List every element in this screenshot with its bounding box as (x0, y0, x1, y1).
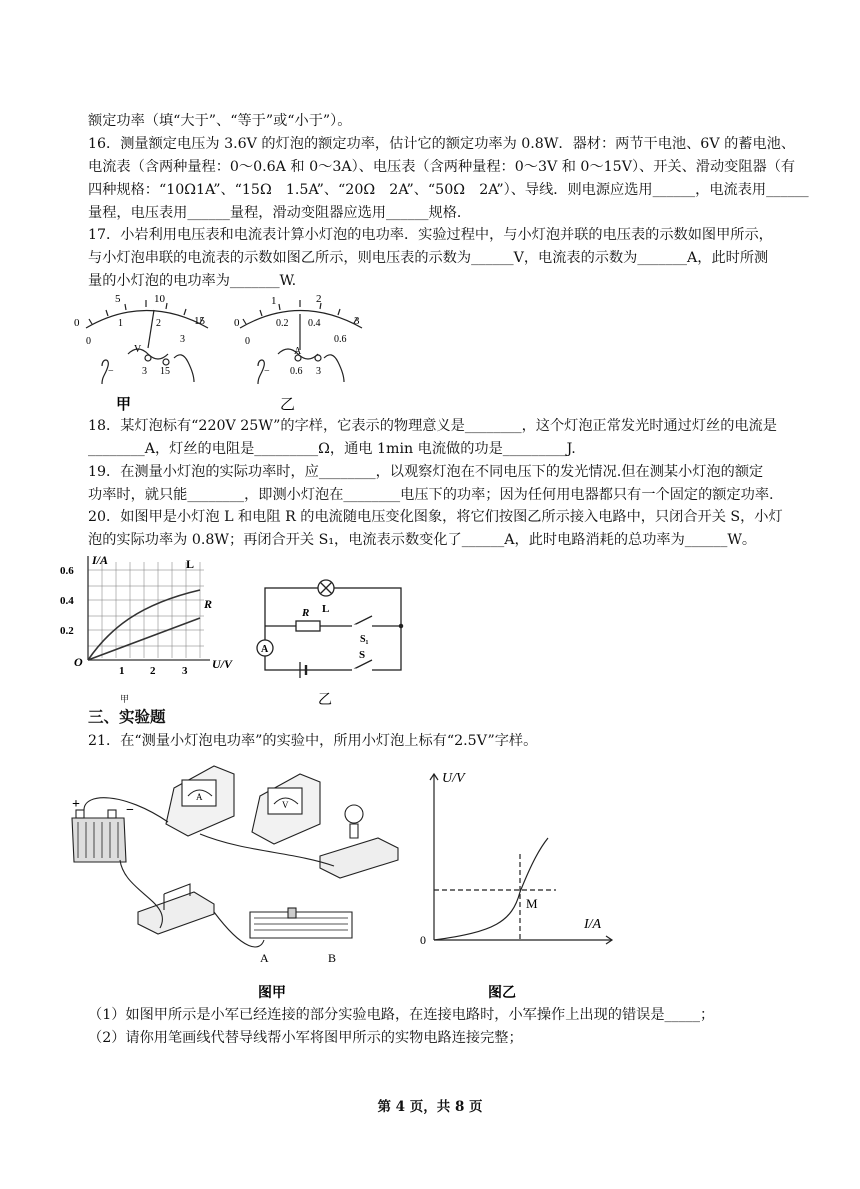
question-21-part-1: （1）如图甲所示是小军已经连接的部分实验电路，在连接电路时，小军操作上出现的错误是_____； (88, 1007, 715, 1023)
volt-top-tick-10: 10 (154, 293, 165, 305)
graph-xtick-1: 1 (119, 665, 125, 677)
graph-xtick-2: 2 (150, 665, 156, 677)
caption-figure-yi: 图乙 (488, 986, 516, 1001)
volt-bottom-tick-1: 1 (118, 318, 123, 329)
amp-term-minus: − (264, 366, 270, 377)
graph-ytick-06: 0.6 (60, 565, 74, 577)
curve-label-r: R (204, 597, 213, 611)
ui-graph-origin: 0 (420, 933, 426, 947)
amp-term-06: 0.6 (290, 366, 303, 377)
circuit-resistor-label: R (302, 607, 310, 619)
caption-yi-20: 乙 (318, 693, 332, 708)
volt-term-minus: − (108, 366, 114, 377)
amp-bottom-tick-06: 0.6 (334, 334, 347, 345)
question-21-part-2: （2）请你用笔画线代替导线帮小军将图甲所示的实物电路连接完整； (88, 1030, 523, 1046)
ui-graph-xlabel: I/A (584, 917, 602, 932)
question-17-line-1: 17．小岩利用电压表和电流表计算小灯泡的电功率．实验过程中，与小灯泡并联的电压表的示数如图甲所示， (88, 227, 773, 243)
graph-xlabel: U/V (212, 657, 233, 671)
question-16-line-2: 电流表（含两种量程：0～0.6A 和 0～3A）、电压表（含两种量程：0～3V 和 0～15V）、开关、滑动变阻器（有 (88, 159, 796, 175)
graph-ylabel: I/A (92, 553, 109, 567)
text-line-1: 额定功率（填“大于”、“等于”或“小于”）。 (88, 113, 352, 129)
volt-top-tick-0: 0 (74, 317, 80, 329)
question-19-line-2: 功率时，就只能________，即测小灯泡在________电压下的功率；因为任何用电器都只有一个固定的额定功率. (88, 487, 774, 503)
graph-ytick-04: 0.4 (60, 595, 74, 607)
question-20-line-1: 20．如图甲是小灯泡 L 和电阻 R 的电流随电压变化图象，将它们按图乙所示接入电路中，只闭合开关 S，小灯 (88, 509, 783, 525)
question-17-line-3: 量的小灯泡的电功率为_______W. (88, 273, 297, 289)
battery-plus: + (72, 797, 80, 812)
amp-term-3: 3 (316, 366, 321, 377)
ammeter-label: A (196, 792, 203, 802)
volt-bottom-tick-2: 2 (156, 318, 161, 329)
question-16-line-4: 量程，电压表用______量程，滑动变阻器应选用______规格． (88, 205, 472, 221)
rheostat-a-label: A (260, 951, 269, 965)
circuit-switch-label: S (359, 649, 366, 661)
battery-minus: − (126, 803, 134, 818)
question-18-line-1: 18．某灯泡标有“220V 25W”的字样，它表示的物理意义是________，这个灯泡正常发光时通过灯丝的电流是 (88, 418, 777, 434)
section-title: 三、实验题 (88, 708, 166, 726)
question-16-line-1: 16．测量额定电压为 3.6V 的灯泡的额定功率，估计它的额定功率为 0.8W．器材：两节干电池、6V 的蓄电池、 (88, 136, 796, 152)
caption-figure-jia: 图甲 (258, 986, 286, 1001)
volt-symbol: V (134, 344, 142, 355)
amp-bottom-tick-04: 0.4 (308, 318, 321, 329)
volt-term-15: 15 (160, 366, 170, 377)
question-18-line-2: ________A，灯丝的电阻是_________Ω，通电 1min 电流做的功是_________J. (88, 441, 576, 457)
circuit-switch1-label: S₁ (360, 634, 369, 645)
ui-graph-ylabel: U/V (442, 771, 465, 786)
voltmeter-dial (86, 300, 208, 384)
graph-origin: O (74, 655, 83, 669)
voltmeter-label: V (282, 800, 289, 810)
caption-yi-17: 乙 (280, 397, 296, 413)
graph-ytick-02: 0.2 (60, 625, 74, 637)
volt-top-tick-5: 5 (115, 293, 121, 305)
figure-21 (64, 752, 624, 1002)
graph-xtick-3: 3 (182, 665, 188, 677)
question-17-line-2: 与小灯泡串联的电流表的示数如图乙所示，则电压表的示数为______V，电流表的示数为_______A，此时所测 (88, 250, 769, 266)
question-20-line-2: 泡的实际功率为 0.8W；再闭合开关 S₁，电流表示数变化了______A，此时电路消耗的总功率为______W。 (88, 532, 757, 548)
volt-bottom-tick-0: 0 (86, 336, 91, 347)
amp-top-tick-1: 1 (271, 295, 277, 307)
amp-bottom-tick-0: 0 (245, 336, 250, 347)
volt-top-tick-15: 15 (194, 315, 205, 327)
amp-symbol: A (294, 346, 302, 357)
ui-graph-point-m: M (526, 896, 538, 911)
circuit-lamp-label: L (322, 603, 330, 615)
amp-top-tick-0: 0 (234, 317, 240, 329)
caption-jia-20: 甲 (120, 694, 130, 704)
amp-top-tick-3: 3 (354, 315, 360, 327)
page-footer: 第 4 页，共 8 页 (377, 1099, 483, 1115)
caption-jia-17: 甲 (116, 397, 132, 413)
question-21-line-1: 21．在“测量小灯泡电功率”的实验中，所用小灯泡上标有“2.5V”字样。 (88, 733, 538, 749)
volt-bottom-tick-3: 3 (180, 334, 185, 345)
figure-20 (60, 548, 420, 708)
figure-17-meters (68, 288, 378, 413)
curve-label-l: L (186, 557, 195, 571)
iu-graph (88, 556, 213, 660)
circuit-diagram (257, 580, 403, 678)
volt-term-3: 3 (142, 366, 147, 377)
apparatus-drawing (72, 766, 398, 947)
amp-bottom-tick-02: 0.2 (276, 318, 289, 329)
circuit-ammeter-label: A (261, 644, 269, 655)
question-16-line-3: 四种规格：“10Ω1A”、“15Ω 1.5A”、“20Ω 2A”、“50Ω 2A”）、导线．则电源应选用______，电流表用______ (88, 182, 809, 198)
amp-top-tick-2: 2 (316, 293, 322, 305)
rheostat-b-label: B (328, 951, 337, 965)
question-19-line-1: 19．在测量小灯泡的实际功率时，应________，以观察灯泡在不同电压下的发光情况.但在测某小灯泡的额定 (88, 464, 764, 480)
